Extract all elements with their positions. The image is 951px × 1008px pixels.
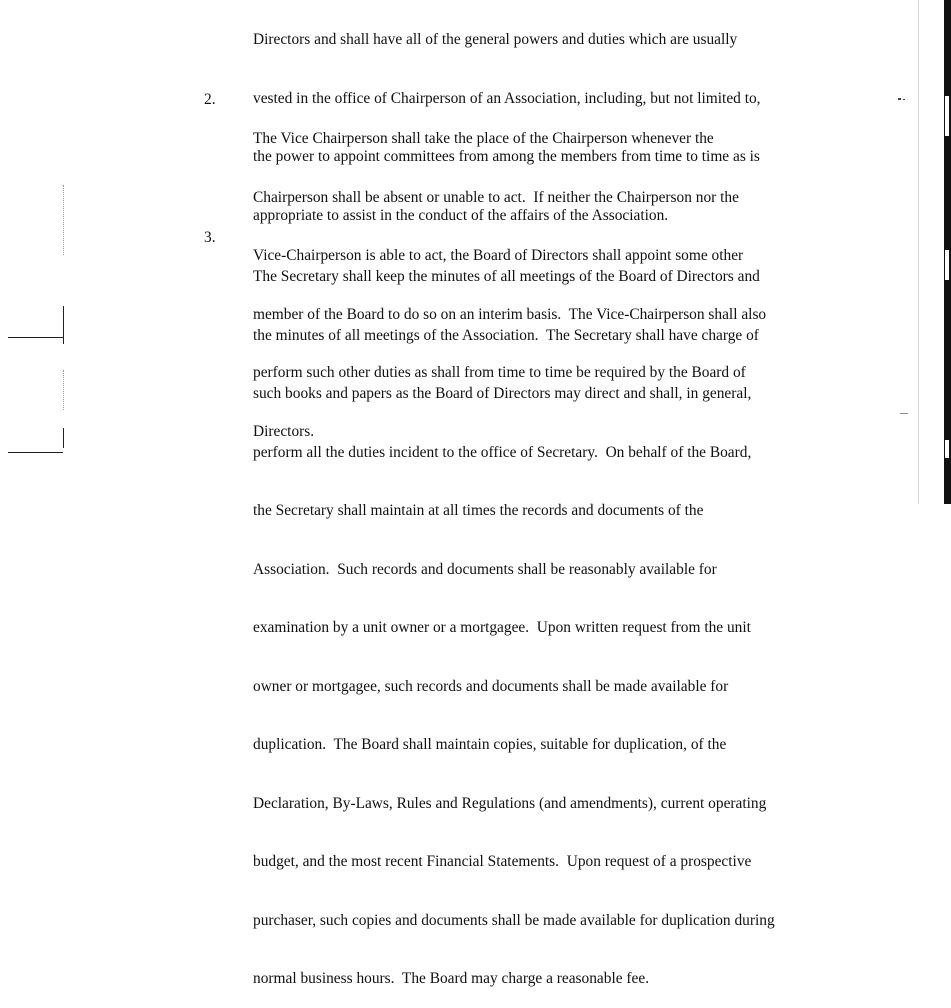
- text-line: Directors.: [253, 422, 315, 440]
- text-line: such books and papers as the Board of Directors may direct and shall, in general,: [253, 385, 752, 402]
- scan-edge-gap: [945, 440, 949, 458]
- text-line: duplication. The Board shall maintain copies, suitable for duplication, of the: [253, 736, 727, 753]
- scan-edge-gap: [945, 250, 949, 280]
- scan-speck: [903, 99, 905, 100]
- item-number: 2.: [204, 91, 216, 108]
- text-line: the power to appoint committees from among the members from time to time as is: [253, 148, 760, 165]
- item-paragraph-secretary: [253, 228, 813, 1008]
- scan-speck: [900, 413, 908, 414]
- text-line: normal business hours. The Board may charge a reasonable fee.: [253, 970, 650, 987]
- scan-speck: [898, 98, 901, 100]
- scan-dotted-line: [63, 370, 64, 410]
- item-number: 3.: [204, 229, 216, 246]
- scan-margin-line: [63, 428, 64, 448]
- text-line: the Secretary shall maintain at all times the records and documents of the: [253, 502, 704, 519]
- text-line: the minutes of all meetings of the Association. The Secretary shall have charge of: [253, 326, 759, 344]
- text-line: purchaser, such copies and documents shall be made available for duplication during: [253, 911, 775, 929]
- text-line: member of the Board to do so on an interim basis. The Vice-Chairperson shall also: [253, 305, 767, 323]
- text-line: Declaration, By-Laws, Rules and Regulations (and amendments), current operating: [253, 794, 767, 812]
- text-line: Vice-Chairperson is able to act, the Board of Directors shall appoint some other: [253, 247, 744, 264]
- scan-margin-line: [63, 306, 64, 344]
- text-line: The Secretary shall keep the minutes of all meetings of the Board of Directors and: [253, 268, 760, 285]
- text-line: owner or mortgagee, such records and documents shall be made available for: [253, 677, 729, 695]
- scan-margin-line: [8, 452, 63, 453]
- text-line: budget, and the most recent Financial Statements. Upon request of a prospective: [253, 853, 752, 870]
- scan-edge-gap: [945, 96, 949, 136]
- text-line: Association. Such records and documents shall be reasonably available for: [253, 560, 717, 578]
- scan-margin-rule: [918, 0, 919, 504]
- text-line: The Vice Chairperson shall take the place of the Chairperson whenever the: [253, 130, 714, 147]
- text-line: Chairperson shall be absent or unable to act. If neither the Chairperson nor the: [253, 188, 739, 206]
- text-line: examination by a unit owner or a mortgagee. Upon written request from the unit: [253, 619, 751, 636]
- text-line: appropriate to assist in the conduct of the affairs of the Association.: [253, 206, 669, 224]
- text-line: vested in the office of Chairperson of an Association, including, but not limited to,: [253, 89, 761, 107]
- scan-dotted-line: [63, 185, 64, 255]
- scan-margin-line: [8, 337, 63, 338]
- text-line: Directors and shall have all of the general powers and duties which are usually: [253, 31, 738, 48]
- text-line: perform such other duties as shall from time to time be required by the Board of: [253, 364, 746, 381]
- text-line: perform all the duties incident to the office of Secretary. On behalf of the Board,: [253, 443, 752, 461]
